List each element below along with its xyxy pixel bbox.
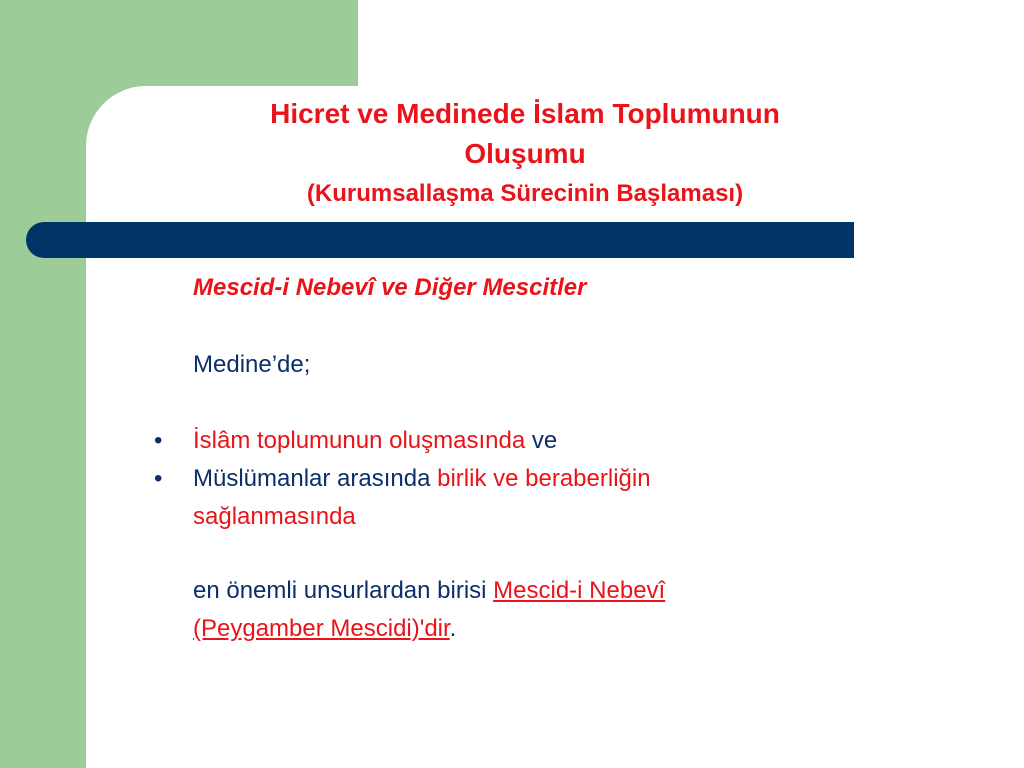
bullet-dot-icon: • [154,427,163,454]
mescid-link-part-1[interactable]: Mescid-i Nebevî [493,577,666,604]
bullet-2-red-text-1: birlik ve beraberliğin [437,465,651,492]
bullet-2-blue-text: Müslümanlar arasında [193,465,438,492]
slide-title [160,94,890,210]
intro-text: Medine’de; [193,351,311,378]
bullet-1-blue-text: ve [525,427,558,454]
bullet-dot-icon: • [154,465,163,492]
conclusion-line-2 [193,610,456,648]
title-line-1: Hicret ve Medinede İslam Toplumunun [270,98,780,129]
bullet-1-red-text: İslâm toplumunun oluşmasında [193,427,526,454]
bullet-2-red-text-2: sağlanmasında [193,503,356,530]
title-line-2: Oluşumu [464,138,586,169]
bullet-list [150,422,651,536]
title-line-3: (Kurumsallaşma Sürecinin Başlaması) [306,180,744,207]
conclusion-text: en önemli unsurlardan birisi [193,577,494,604]
subheading: Mescid-i Nebevî ve Diğer Mescitler [193,274,587,301]
bullet-item-2 [150,460,651,536]
bullet-item-1 [150,422,651,460]
title-divider-bar [26,222,854,258]
mescid-link-part-2[interactable]: (Peygamber Mescidi)'dir [193,615,450,642]
conclusion-line-1 [193,572,665,610]
conclusion-end: . [449,615,457,642]
